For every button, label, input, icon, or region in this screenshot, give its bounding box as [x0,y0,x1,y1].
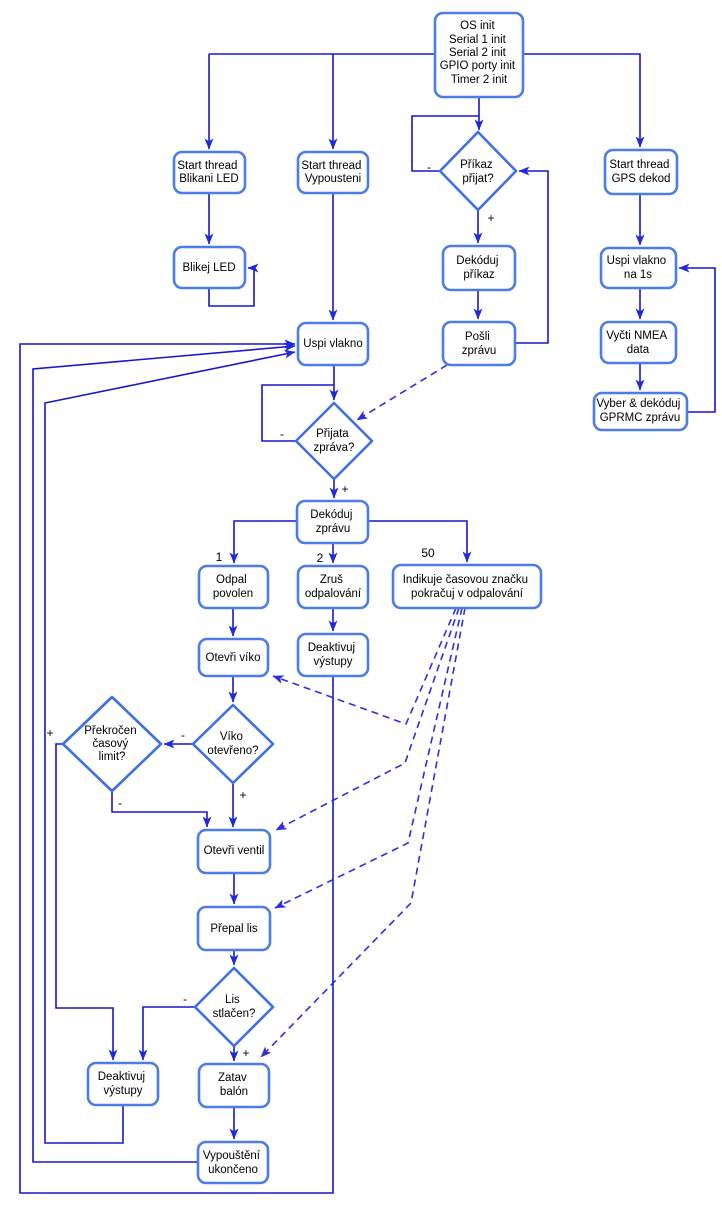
node-start-thread-blikani [174,152,245,193]
node-os-init-label: OS init Serial 1 init Serial 2 init GPIO porty init Timer 2 init [439,20,516,86]
label-prikaz-minus: - [427,160,431,174]
dashed-edges [261,365,465,1057]
decision-prekrocen-limit-label: Překročen časový limit? [84,725,137,763]
edge-prekrocen-minus [112,791,207,827]
edge-branch-50 [368,521,467,562]
label-lis-plus: + [242,1046,250,1060]
node-vycti-nmea-label: Vyčti NMEA data [606,330,667,356]
node-dekoduj-zpravu-label: Dekóduj zprávu [310,509,353,535]
node-blikej-led [174,247,245,288]
node-zatav-balon-label: Zatav balón [218,1072,249,1098]
node-deaktivuj-vystupy-1 [298,634,368,676]
label-branch-50: 50 [421,546,435,560]
node-zrus-odpalovani-label: Zruš odpalování [304,574,362,600]
node-start-thread-gps-label: Start thread GPS dekod [609,159,671,185]
node-vyber-gprmc-label: Vyber & dekóduj GPRMC zprávu [596,398,681,424]
node-otevri-viko-label: Otevři víko [205,652,261,664]
node-uspi-vlakno-label: Uspi vlakno [303,338,363,350]
node-indikuje-znacku-label: Indikuje časovou značku pokračuj v odpalování [402,574,529,600]
node-start-thread-blikani-label: Start thread Blikani LED [177,160,239,185]
node-start-thread-vypousteni [298,152,368,193]
label-prikaz-plus: + [487,211,495,225]
label-zprava-plus: + [341,482,349,496]
node-zatav-balon [199,1064,269,1107]
node-vypousteni-ukonceno [198,1142,268,1183]
label-zprava-minus: - [280,427,284,441]
edge-prekrocen-plus [56,744,113,1060]
label-viko-minus: - [181,728,185,742]
node-dekoduj-prikaz-label: Dekóduj příkaz [456,255,499,281]
node-deaktivuj-vystupy-2-label: Deaktivuj výstupy [97,1071,146,1097]
label-lis-minus: - [183,992,187,1006]
node-indikuje-znacku [393,565,541,608]
decision-prijata-zprava-label: Přijata zpráva? [313,428,355,454]
node-zrus-odpalovani [298,566,368,608]
label-branch-2: 2 [316,551,324,565]
decision-prekrocen-limit [63,697,161,791]
node-odpal-povolen [199,566,268,608]
decision-prikaz-prijat-label: Příkaz přijat? [460,159,494,185]
decision-lis-stlacen-label: Lis stlačen? [212,994,256,1020]
node-vyber-gprmc [594,393,687,430]
label-viko-plus: + [239,788,247,802]
node-dekoduj-prikaz [443,246,515,290]
decision-viko-otevreno-label: Víko otevřeno? [207,731,259,757]
decision-prikaz-prijat [440,132,516,210]
node-start-thread-gps [605,150,677,194]
node-otevri-viko [199,639,268,676]
node-deaktivuj-vystupy-2 [88,1063,158,1105]
label-prekrocen-plus: + [46,726,54,740]
label-branch-1: 1 [215,550,223,564]
decision-lis-stlacen [195,968,273,1046]
edge-dlis-minus [143,1007,195,1060]
node-deaktivuj-vystupy-1-label: Deaktivuj výstupy [307,642,356,668]
edge-posli-loop [515,171,548,343]
node-posli-zpravu [443,322,515,365]
node-start-thread-vypousteni-label: Start thread Vypousteni [301,160,362,185]
dashed-posli-to-prijata [357,365,447,420]
node-prepal-lis [198,907,270,950]
node-vypousteni-ukonceno-label: Vypouštění ukončeno [202,1150,260,1176]
node-prepal-lis-label: Přepal lis [210,923,258,935]
node-dekoduj-zpravu [297,501,368,543]
node-vycti-nmea [601,322,676,363]
node-posli-zpravu-label: Pošli zprávu [461,331,497,357]
decision-prijata-zprava [296,403,372,479]
node-uspi-vlakno [298,323,368,365]
label-prekrocen-minus: - [118,796,122,810]
node-odpal-povolen-label: Odpal povolen [212,574,254,600]
edge-to-start-gps [523,54,640,147]
node-otevri-ventil-label: Otevři ventil [203,845,265,857]
edge-gprmc-loop [679,268,715,412]
node-uspi-vlakno-na-1s [601,248,676,288]
edges [20,54,715,1193]
node-blikej-led-label: Blikej LED [182,262,236,274]
node-os-init [435,13,523,97]
edge-branch-1 [234,521,297,563]
node-uspi-vlakno-na-1s-label: Uspi vlakno na 1s [606,255,667,281]
decision-viko-otevreno [193,705,273,783]
node-otevri-ventil [198,830,270,873]
edge-deaktivuj1-return-to-uspi [20,344,333,1193]
